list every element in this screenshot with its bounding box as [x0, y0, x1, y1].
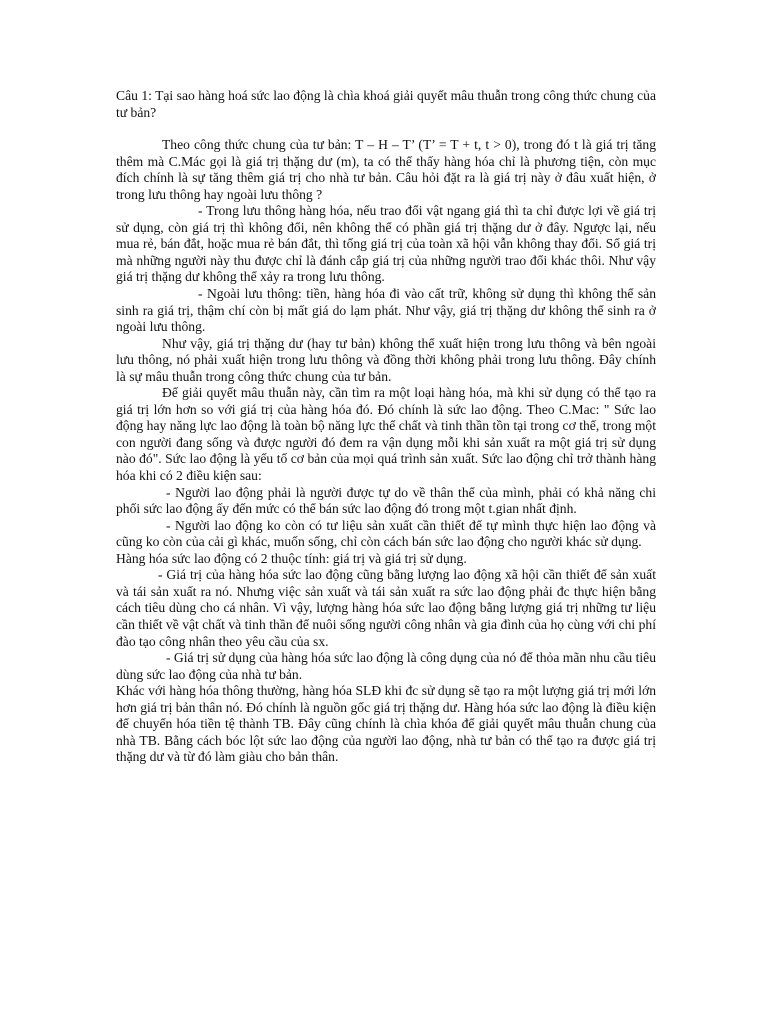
document-body: [116, 88, 656, 766]
paragraph-general-formula: Theo công thức chung của tư bản: T – H – T’ (T’ = T + t, t > 0), trong đó t là giá trị tăng thêm mà C.Mác gọi là giá trị thặng dư (m), ta có thể thấy hàng hóa chỉ là phương tiện, còn mục đích chính là sự tăng thêm giá trị cho nhà tư bản. Câu hỏi đặt ra là giá trị này ở đâu xuất hiện, ở trong lưu thông hay ngoài lưu thông ?: [116, 137, 656, 202]
paragraph-two-attributes: Hàng hóa sức lao động có 2 thuộc tính: giá trị và giá trị sử dụng.: [116, 550, 467, 566]
paragraph-contradiction: Như vậy, giá trị thặng dư (hay tư bản) không thể xuất hiện trong lưu thông và bên ngoài lưu thông, nó phải xuất hiện trong lưu thông và đồng thời không phải trong lưu thông. Đây chính là sự mâu thuẫn trong công thức chung của tư bản.: [116, 335, 656, 384]
paragraph-in-circulation: - Trong lưu thông hàng hóa, nếu trao đổi vật ngang giá thì ta chỉ được lợi về giá trị sử dụng, còn giá trị thì không đổi, nên không thể có phần giá trị thặng dư ở đây. Ngược lại, nếu mua rẻ, bán đắt, hoặc mua rẻ bán đắt, thì tổng giá trị của toàn xã hội vẫn không thay đổi. Số giá trị mà những người này thu được chỉ là đánh cắp giá trị của những người trao đổi khác thôi. Như vậy giá trị thặng dư không thể xảy ra trong lưu thông.: [116, 203, 656, 285]
question-heading: Câu 1: Tại sao hàng hoá sức lao động là chìa khoá giải quyết mâu thuẫn trong công thức chung của tư bản?: [116, 88, 656, 120]
paragraph-conclusion: Khác với hàng hóa thông thường, hàng hóa SLĐ khi đc sử dụng sẽ tạo ra một lượng giá trị mới lớn hơn giá trị bản thân nó. Đó chính là nguồn gốc giá trị thặng dư. Hàng hóa sức lao động là điều kiện để chuyển hóa tiền tệ thành TB. Đây cũng chính là chìa khóa để giải quyết mâu thuẫn chung của nhà TB. Bằng cách bóc lột sức lao động của người lao động, nhà tư bản có thể tạo ra được giá trị thặng dư và từ đó làm giàu cho bản thân.: [116, 683, 656, 765]
paragraph-use-value: - Giá trị sử dụng của hàng hóa sức lao động là công dụng của nó để thỏa mãn nhu cầu tiêu dùng sức lao động của nhà tư bản.: [116, 650, 657, 682]
paragraph-condition-no-means: - Người lao động ko còn có tư liệu sản xuất cần thiết để tự mình thực hiện lao động và cũng ko còn của cải gì khác, muốn sống, chỉ còn cách bán sức lao động cho người khác sử dụng.: [116, 517, 656, 550]
paragraph-condition-freedom: - Người lao động phải là người được tự do về thân thể của mình, phải có khả năng chi phối sức lao động ấy đến mức có thể bán sức lao động đó trong một t.gian nhất định.: [116, 484, 656, 517]
paragraph-labor-power: Để giải quyết mâu thuẫn này, cần tìm ra một loại hàng hóa, mà khi sử dụng có thể tạo ra giá trị lớn hơn so với giá trị của hàng hóa đó. Đó chính là sức lao động. Theo C.Mac: " Sức lao động hay năng lực lao động là toàn bộ năng lực thể chất và tinh thần tồn tại trong cơ thể, trong một con người đang sống và được người đó đem ra vận dụng mỗi khi sản xuất ra một giá trị sử dụng nào đó". Sức lao động là yếu tố cơ bản của mọi quá trình sản xuất. Sức lao động chỉ trở thành hàng hóa khi có 2 điều kiện sau:: [116, 385, 656, 484]
paragraph-outside-circulation: - Ngoài lưu thông: tiền, hàng hóa đi vào cất trữ, không sử dụng thì không thể sản sinh ra giá trị, thậm chí còn bị mất giá do lạm phát. Như vậy, giá trị thặng dư không thể sinh ra ở ngoài lưu thông.: [116, 286, 656, 335]
paragraph-value: - Giá trị của hàng hóa sức lao động cũng bằng lượng lao động xã hội cần thiết để sản xuất và tái sản xuất ra nó. Nhưng việc sản xuất và tái sản xuất ra sức lao động phải đc thực hiện bằng cách tiêu dùng cho cá nhân. Vì vậy, lượng hàng hóa sức lao động bằng lượng giá trị những tư liệu cần thiết về vật chất và tinh thần để nuôi sống người công nhân và gia đình của họ cùng với chi phí đào tạo công nhân theo yêu cầu của sx.: [116, 567, 656, 649]
